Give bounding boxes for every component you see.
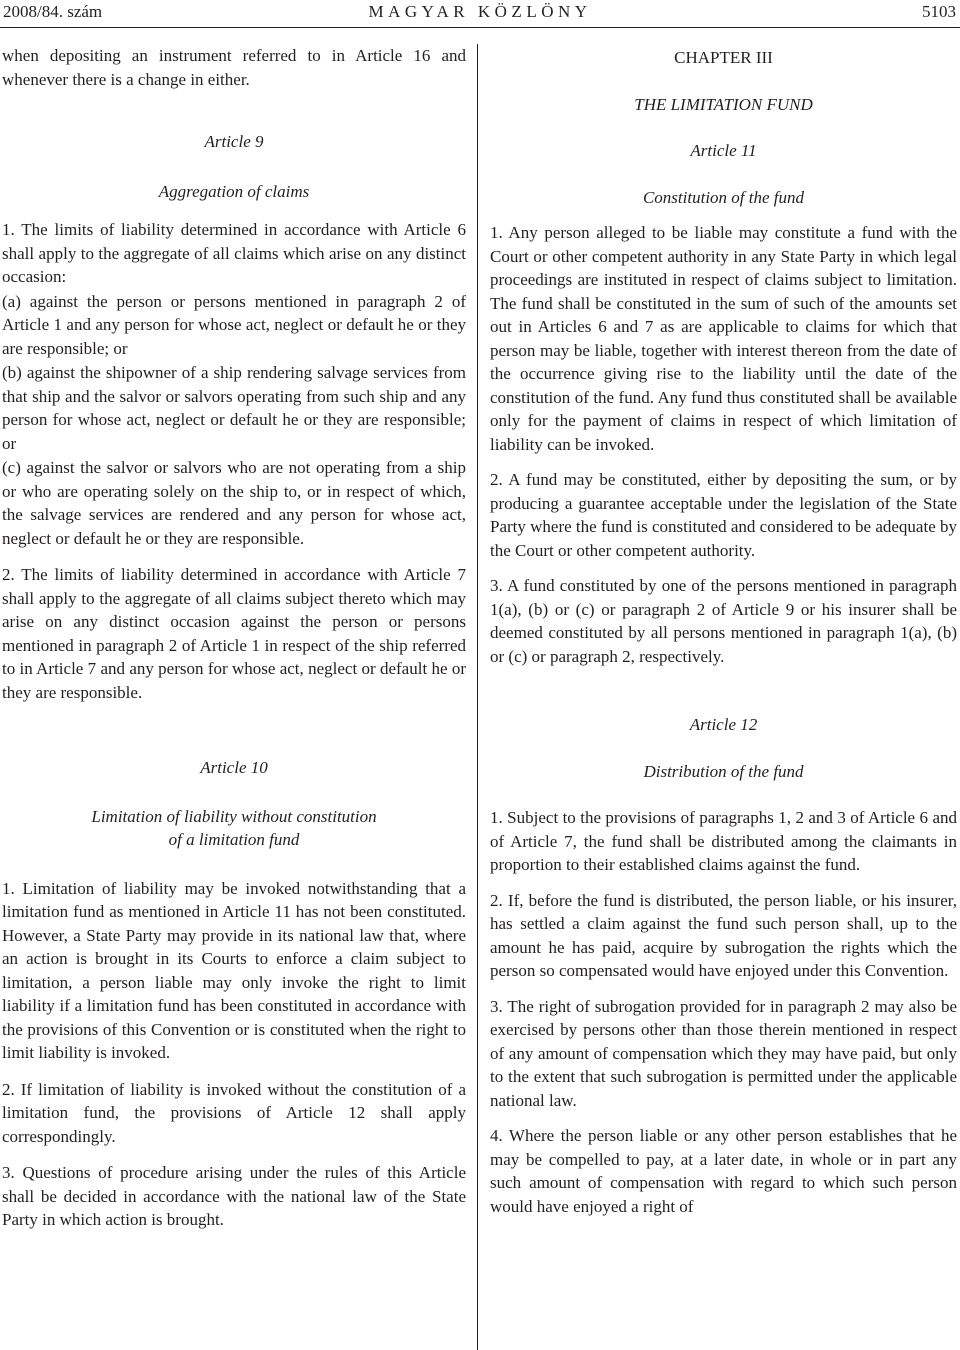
article-12-title: Distribution of the fund — [643, 761, 804, 781]
article-11-number: Article 11 — [690, 141, 757, 160]
article-9-paragraph-1b: (b) against the shipowner of a ship rendering salvage services from that ship and the salvor or salvors operating from such ship and any person for whose act, neglect or default he or they are responsible; or — [2, 363, 466, 453]
page-header — [0, 0, 960, 26]
article-11-paragraph-2: 2. A fund may be constituted, either by depositing the sum, or by producing a guarantee acceptable under the legislation of the State Party where the fund is constituted and considered to be adequate by the Court or other competent authority. — [490, 470, 957, 560]
article-9-paragraph-1c: (c) against the salvor or salvors who are not operating from a ship or who are operating solely on the ship to, or in respect of which, the salvage services are rendered and any person for whose act, neglect or default he or they are responsible. — [2, 458, 466, 548]
article-9-paragraph-1: 1. The limits of liability determined in accordance with Article 6 shall apply to the aggregate of all claims which arise on any distinct occasion: — [2, 220, 466, 286]
header-rule — [0, 27, 960, 28]
article-12-paragraph-3: 3. The right of subrogation provided for in paragraph 2 may also be exercised by persons other than those therein mentioned in respect of any amount of compensation which they may have paid, but only to the extent that such subrogation is permitted under the applicable national law. — [490, 996, 957, 1110]
article-9-title: Aggregation of claims — [158, 181, 310, 201]
column-divider — [477, 44, 478, 1350]
article-11-paragraph-1: 1. Any person alleged to be liable may constitute a fund with the Court or other competent authority in any State Party in which legal proceedings are instituted in respect of claims subject to limitation. The fund shall be constituted in the sum of such of the amounts set out in Articles 6 and 7 as are applicable to claims for which that person may be liable, together with interest thereon from the date of the occurrence giving rise to the liability until the date of the constitution of the fund. Any fund thus constituted shall be available only for the payment of claims in respect of which limitation of liability can be invoked. — [490, 223, 957, 454]
issue-number: 2008/84. szám — [3, 2, 103, 21]
article-9-paragraph-1a: (a) against the person or persons mentioned in paragraph 2 of Article 1 and any person for whose act, neglect or default he or they are responsible; or — [2, 291, 466, 358]
article-10-paragraph-1: 1. Limitation of liability may be invoked notwithstanding that a limitation fund as mentioned in Article 11 has not been constituted. However, a State Party may provide in its national law that, where an action is brought in its Courts to enforce a claim subject to limitation, a person liable may only invoke the right to limit liability if a limitation fund has been constituted in accordance with the provisions of this Convention or is constituted when the right to limit liability is invoked. — [2, 878, 466, 1062]
article-12-paragraph-1: 1. Subject to the provisions of paragraphs 1, 2 and 3 of Article 6 and of Article 7, the fund shall be distributed among the claimants in proportion to their established claims against the fund. — [490, 808, 957, 874]
article-11-paragraph-3: 3. A fund constituted by one of the persons mentioned in paragraph 1(a), (b) or (c) or paragraph 2 of Article 9 or his insurer shall be deemed constituted by all persons mentioned in paragraph 1(a), (b) or (c) or paragraph 2, respectively. — [490, 576, 957, 666]
article-10-paragraph-2: 2. If limitation of liability is invoked without the constitution of a limitation fund, the provisions of Article 12 shall apply correspondingly. — [2, 1079, 466, 1146]
article-10-number: Article 10 — [200, 758, 268, 777]
page-number: 5103 — [922, 2, 956, 21]
article-9-number: Article 9 — [204, 132, 264, 151]
article-12-number: Article 12 — [689, 715, 758, 734]
article-11-title: Constitution of the fund — [642, 187, 805, 207]
left-column — [2, 44, 466, 1232]
article-10-title-line-2: of a limitation fund — [168, 830, 300, 849]
chapter-number: CHAPTER III — [674, 48, 773, 67]
chapter-title: THE LIMITATION FUND — [634, 94, 813, 114]
article-12-paragraph-2: 2. If, before the fund is distributed, the person liable, or his insurer, has settled a claim against the fund such person shall, up to the amount he has paid, acquire by subrogation the rights which the person so compensated would have enjoyed under this Convention. — [490, 890, 957, 980]
intro-paragraph: when depositing an instrument referred to in Article 16 and whenever there is a change in either. — [2, 46, 466, 89]
article-10-paragraph-3: 3. Questions of procedure arising under the rules of this Article shall be decided in accordance with the national law of the State Party in which action is brought. — [2, 1163, 466, 1229]
right-column — [490, 44, 957, 1218]
article-12-paragraph-4: 4. Where the person liable or any other person establishes that he may be compelled to pay, at a later date, in whole or in part any such amount of compensation with regard to which such person would have enjoyed a right of — [490, 1126, 957, 1216]
article-9-paragraph-2: 2. The limits of liability determined in accordance with Article 7 shall apply to the aggregate of all claims subject thereto which may arise on any distinct occasion against the person or persons mentioned in paragraph 2 of Article 1 in respect of the ship referred to in Article 7 and any person for whose act, neglect or default he or they are responsible. — [2, 565, 466, 702]
article-10-title — [2, 805, 466, 852]
article-10-title-line-1: Limitation of liability without constitution — [91, 806, 377, 826]
journal-title: MAGYAR KÖZLÖNY — [368, 2, 592, 21]
